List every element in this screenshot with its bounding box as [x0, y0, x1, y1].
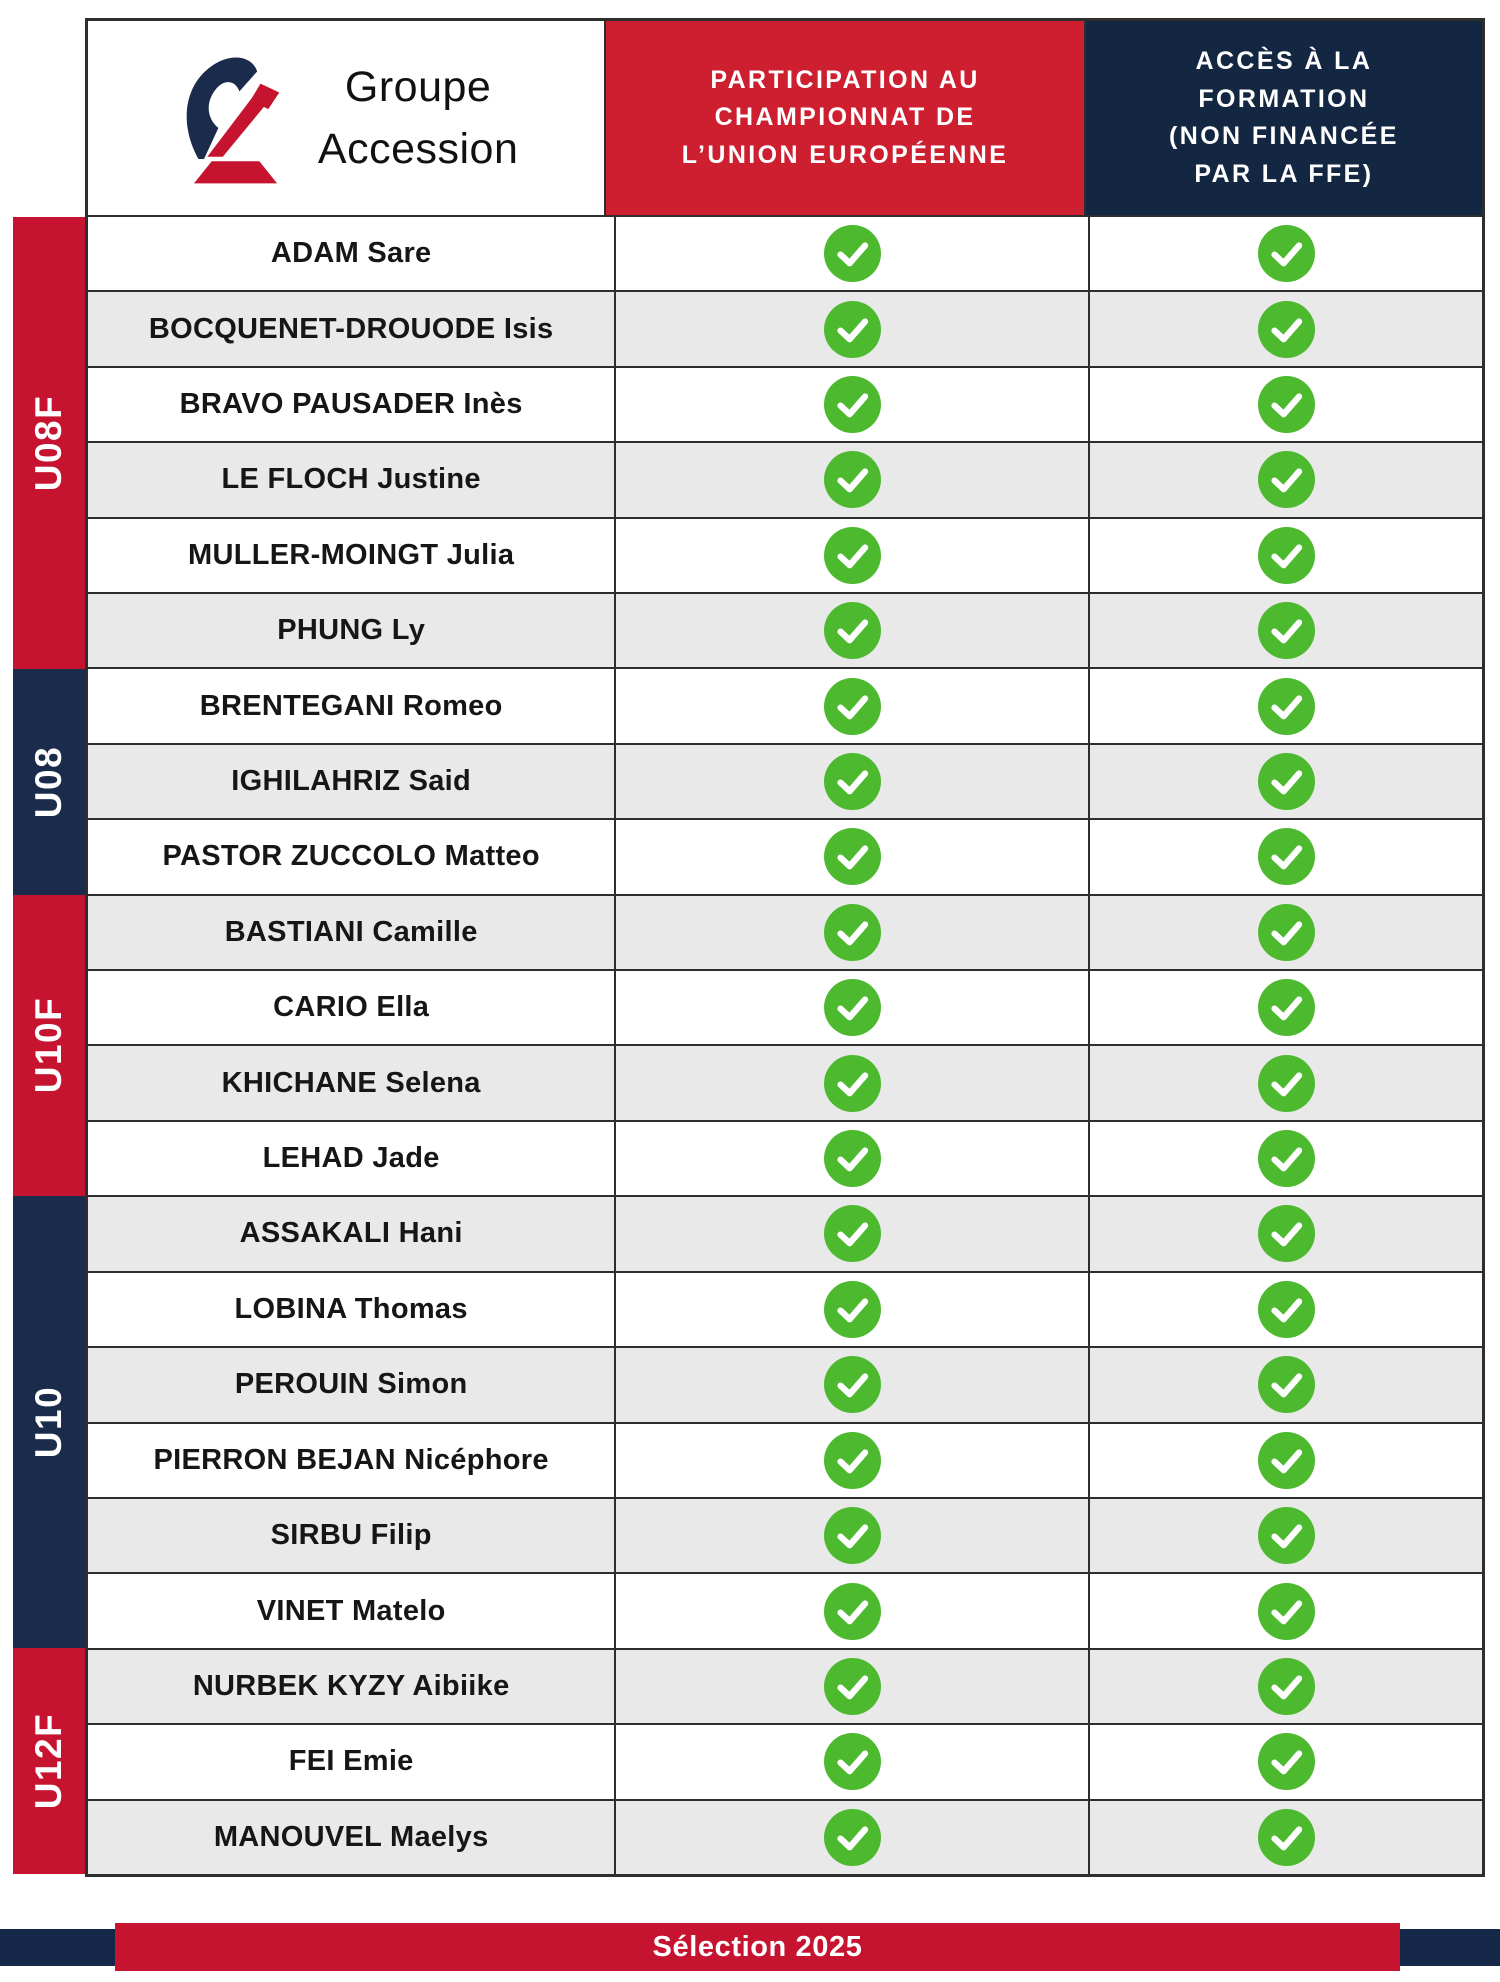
header-formation-line2: FORMATION [1198, 84, 1370, 113]
participation-cell [614, 745, 1088, 818]
table-row [88, 1497, 1482, 1572]
check-icon [824, 301, 881, 358]
player-name: LOBINA Thomas [234, 1292, 468, 1325]
table-row [88, 366, 1482, 441]
check-icon [824, 828, 881, 885]
table-row [88, 1120, 1482, 1195]
formation-cell [1088, 1197, 1482, 1270]
table-row [88, 1044, 1482, 1119]
participation-cell [614, 217, 1088, 290]
sidebar [13, 217, 85, 1874]
check-icon [1258, 979, 1315, 1036]
participation-cell [614, 1725, 1088, 1798]
participation-cell [614, 1197, 1088, 1270]
table-row [88, 592, 1482, 667]
participation-cell [614, 1499, 1088, 1572]
participation-cell [614, 368, 1088, 441]
check-icon [1258, 1809, 1315, 1866]
player-name: ASSAKALI Hani [239, 1217, 463, 1250]
header-participation-line3: L’UNION EUROPÉENNE [681, 140, 1009, 169]
table-row [88, 969, 1482, 1044]
header-participation-line1: PARTICIPATION AU [710, 65, 980, 94]
table-row [88, 1799, 1482, 1874]
check-icon [1258, 527, 1315, 584]
sidebar-group [13, 669, 85, 895]
player-name-cell [88, 820, 614, 893]
formation-cell [1088, 1273, 1482, 1346]
check-icon [1258, 1130, 1315, 1187]
player-name: PHUNG Ly [277, 614, 426, 647]
check-icon [1258, 1205, 1315, 1262]
formation-cell [1088, 519, 1482, 592]
check-icon [824, 1205, 881, 1262]
check-icon [824, 1281, 881, 1338]
check-icon [1258, 1658, 1315, 1715]
footer-label: Sélection 2025 [652, 1930, 863, 1963]
participation-cell [614, 292, 1088, 365]
brand-header-cell [88, 21, 604, 215]
player-name-cell [88, 1424, 614, 1497]
chess-knight-logo-icon [174, 46, 296, 190]
check-icon [1258, 376, 1315, 433]
player-name: BRAVO PAUSADER Inès [179, 388, 523, 421]
table-row [88, 667, 1482, 742]
participation-cell [614, 519, 1088, 592]
formation-cell [1088, 443, 1482, 516]
formation-cell [1088, 1499, 1482, 1572]
participation-cell [614, 1046, 1088, 1119]
player-name-cell [88, 1046, 614, 1119]
formation-cell [1088, 745, 1482, 818]
check-icon [824, 904, 881, 961]
player-name: PASTOR ZUCCOLO Matteo [162, 840, 540, 873]
check-icon [1258, 1733, 1315, 1790]
participation-cell [614, 1574, 1088, 1647]
player-name-cell [88, 1348, 614, 1421]
brand-title-line2: Accession [317, 125, 519, 173]
player-name: MULLER-MOINGT Julia [188, 538, 515, 571]
formation-cell [1088, 971, 1482, 1044]
column-header-formation [1084, 21, 1482, 215]
check-icon [1258, 1055, 1315, 1112]
formation-cell [1088, 1574, 1482, 1647]
check-icon [1258, 753, 1315, 810]
formation-cell [1088, 594, 1482, 667]
header-formation-line3: (NON FINANCÉE [1169, 122, 1399, 150]
group-label: U08F [28, 394, 70, 492]
check-icon [824, 979, 881, 1036]
table-row [88, 894, 1482, 969]
check-icon [824, 1507, 881, 1564]
table-body [88, 217, 1482, 1874]
check-icon [824, 451, 881, 508]
brand-title [318, 56, 518, 181]
sidebar-group [13, 895, 85, 1196]
check-icon [824, 602, 881, 659]
participation-cell [614, 820, 1088, 893]
check-icon [824, 1733, 881, 1790]
formation-cell [1088, 1424, 1482, 1497]
check-icon [824, 225, 881, 282]
participation-cell [614, 1650, 1088, 1723]
check-icon [824, 678, 881, 735]
table-row [88, 1271, 1482, 1346]
group-label: U10 [28, 1385, 70, 1459]
formation-cell [1088, 1046, 1482, 1119]
check-icon [1258, 1507, 1315, 1564]
player-name: SIRBU Filip [270, 1519, 432, 1552]
formation-cell [1088, 368, 1482, 441]
check-icon [1258, 225, 1315, 282]
table-row [88, 441, 1482, 516]
check-icon [824, 1809, 881, 1866]
table-row [88, 290, 1482, 365]
check-icon [1258, 904, 1315, 961]
check-icon [824, 376, 881, 433]
player-name-cell [88, 971, 614, 1044]
header-participation-line2: CHAMPIONNAT DE [714, 103, 976, 132]
participation-cell [614, 594, 1088, 667]
check-icon [824, 527, 881, 584]
participation-cell [614, 669, 1088, 742]
player-name: IGHILAHRIZ Said [231, 765, 472, 798]
player-name: CARIO Ella [273, 991, 430, 1024]
table-row [88, 1195, 1482, 1270]
player-name: MANOUVEL Maelys [213, 1820, 489, 1853]
formation-cell [1088, 896, 1482, 969]
check-icon [1258, 1583, 1315, 1640]
table-row [88, 1346, 1482, 1421]
header-formation-line4: PAR LA FFE) [1194, 159, 1374, 188]
table-row [88, 217, 1482, 290]
participation-cell [614, 896, 1088, 969]
player-name-cell [88, 896, 614, 969]
check-icon [1258, 451, 1315, 508]
player-name: ADAM Sare [270, 237, 432, 270]
formation-cell [1088, 669, 1482, 742]
player-name-cell [88, 1574, 614, 1647]
participation-cell [614, 1424, 1088, 1497]
player-name: KHICHANE Selena [221, 1066, 481, 1099]
participation-cell [614, 1348, 1088, 1421]
player-name: BASTIANI Camille [224, 915, 478, 948]
selection-table [85, 18, 1485, 1877]
player-name-cell [88, 669, 614, 742]
check-icon [1258, 678, 1315, 735]
table-row [88, 1572, 1482, 1647]
player-name-cell [88, 1499, 614, 1572]
formation-cell [1088, 217, 1482, 290]
column-header-participation [604, 21, 1084, 215]
table-row [88, 818, 1482, 893]
formation-cell [1088, 292, 1482, 365]
participation-cell [614, 1801, 1088, 1874]
formation-cell [1088, 1801, 1482, 1874]
formation-cell [1088, 1650, 1482, 1723]
table-row [88, 517, 1482, 592]
table-row [88, 1723, 1482, 1798]
group-label: U10F [28, 997, 70, 1094]
footer-red-banner [115, 1923, 1400, 1971]
player-name: VINET Matelo [256, 1594, 446, 1627]
player-name-cell [88, 519, 614, 592]
check-icon [824, 1432, 881, 1489]
player-name-cell [88, 594, 614, 667]
formation-cell [1088, 1725, 1482, 1798]
check-icon [1258, 1432, 1315, 1489]
check-icon [824, 1658, 881, 1715]
player-name: LE FLOCH Justine [221, 463, 481, 496]
player-name-cell [88, 217, 614, 290]
participation-cell [614, 971, 1088, 1044]
player-name-cell [88, 1197, 614, 1270]
player-name-cell [88, 1122, 614, 1195]
check-icon [824, 753, 881, 810]
player-name-cell [88, 1650, 614, 1723]
check-icon [824, 1055, 881, 1112]
sidebar-group [13, 217, 85, 669]
formation-cell [1088, 1122, 1482, 1195]
player-name: LEHAD Jade [262, 1142, 440, 1175]
player-name: BOCQUENET-DROUODE Isis [148, 312, 554, 345]
table-row [88, 743, 1482, 818]
check-icon [1258, 301, 1315, 358]
participation-cell [614, 443, 1088, 516]
formation-cell [1088, 1348, 1482, 1421]
player-name: NURBEK KYZY Aibiike [192, 1669, 510, 1702]
check-icon [1258, 1281, 1315, 1338]
player-name: PEROUIN Simon [234, 1368, 468, 1401]
player-name-cell [88, 1273, 614, 1346]
check-icon [1258, 602, 1315, 659]
player-name: PIERRON BEJAN Nicéphore [153, 1443, 549, 1476]
table-header-row [88, 21, 1482, 217]
participation-cell [614, 1273, 1088, 1346]
check-icon [1258, 828, 1315, 885]
sidebar-group [13, 1648, 85, 1874]
brand-title-line1: Groupe [344, 62, 492, 111]
player-name-cell [88, 443, 614, 516]
table-row [88, 1648, 1482, 1723]
formation-cell [1088, 820, 1482, 893]
table-row [88, 1422, 1482, 1497]
check-icon [1258, 1356, 1315, 1413]
sidebar-group [13, 1196, 85, 1648]
player-name-cell [88, 1725, 614, 1798]
check-icon [824, 1130, 881, 1187]
player-name: BRENTEGANI Romeo [199, 689, 503, 722]
player-name: FEI Emie [288, 1745, 414, 1778]
check-icon [824, 1356, 881, 1413]
check-icon [824, 1583, 881, 1640]
player-name-cell [88, 1801, 614, 1874]
player-name-cell [88, 745, 614, 818]
player-name-cell [88, 292, 614, 365]
group-label: U08 [28, 745, 70, 819]
header-formation-line1: ACCÈS À LA [1195, 47, 1373, 75]
participation-cell [614, 1122, 1088, 1195]
group-label: U12F [28, 1712, 70, 1810]
player-name-cell [88, 368, 614, 441]
